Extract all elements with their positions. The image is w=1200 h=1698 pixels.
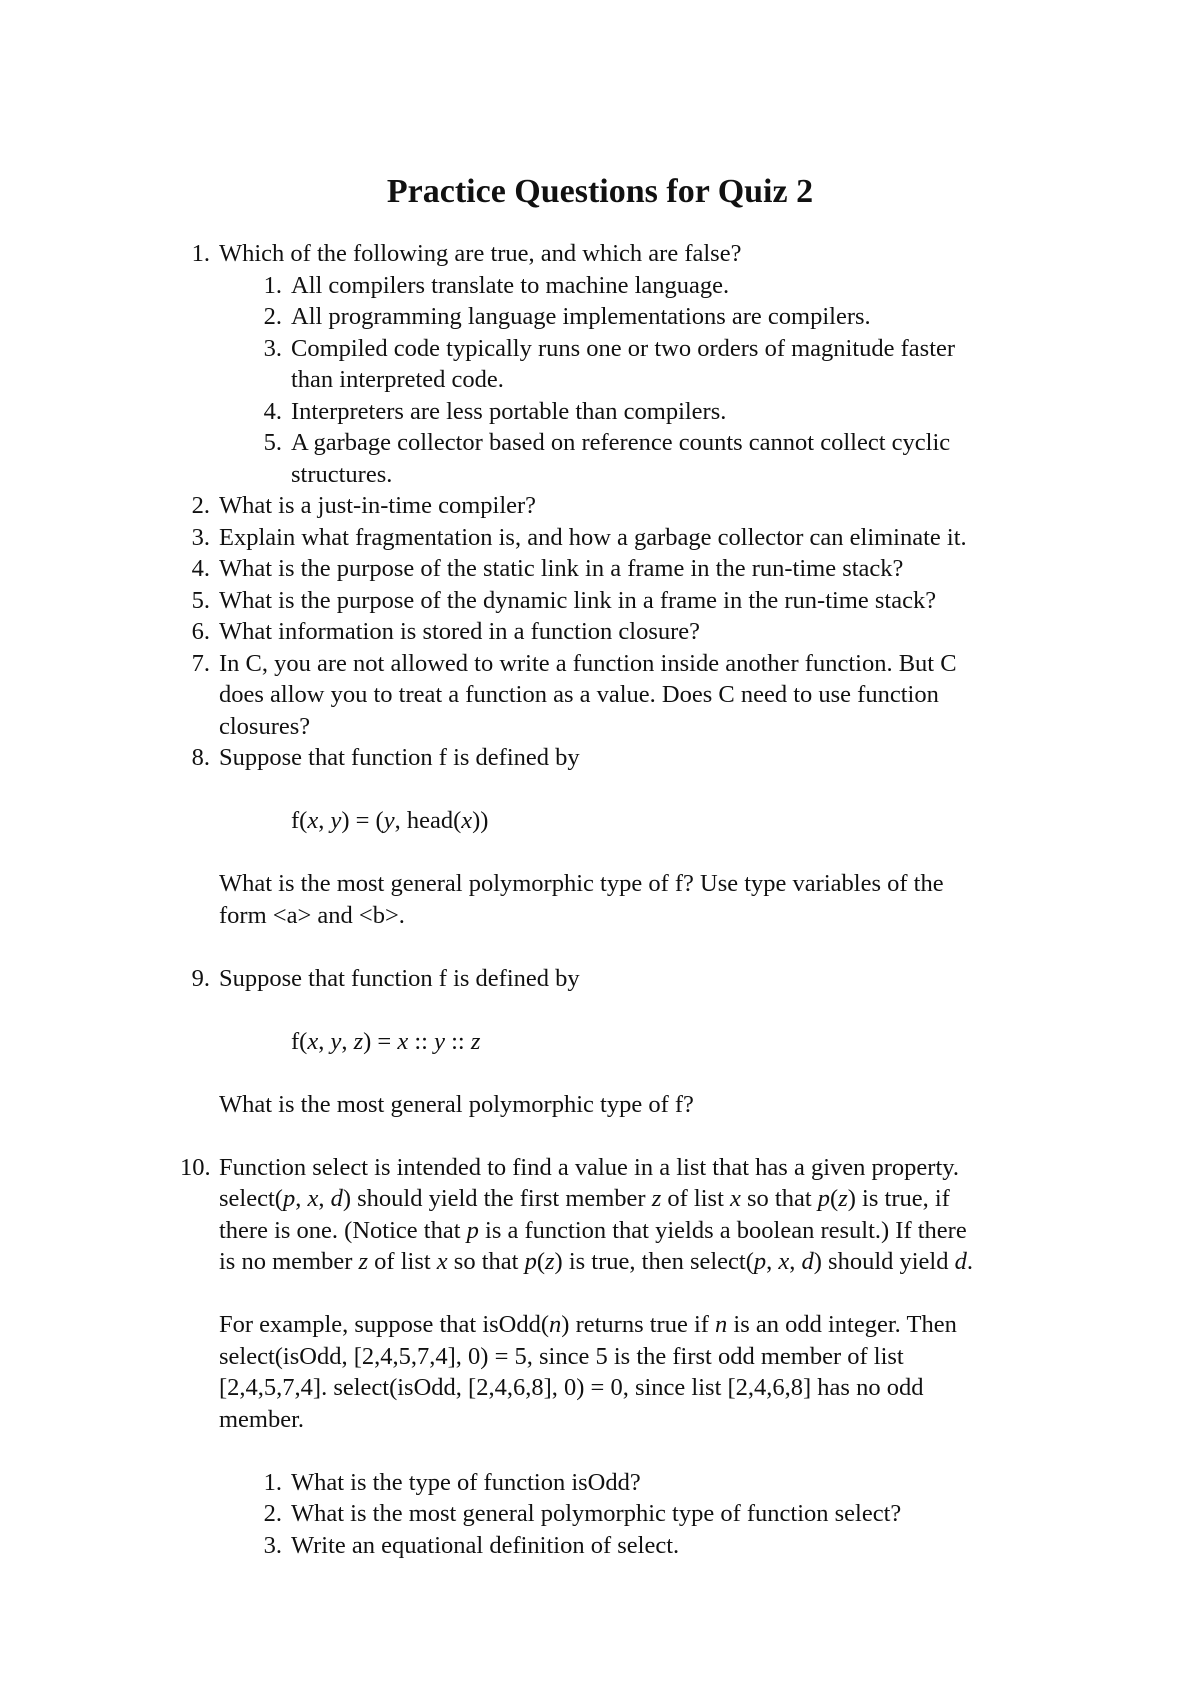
question-text: What is a just-in-time compiler? <box>219 492 537 519</box>
question-number: 6. <box>191 618 210 645</box>
subquestion-1-4 <box>180 396 1080 428</box>
question-10-example: For example, suppose that isOdd(n) returns true if n is an odd integer. Then select(isOdd, [2,4,5,7,4], 0) = 5, since 5 is the first odd member of list [2,4,5,7,4]. select(isOdd, [2,4,6,8], 0) = 0, since list [2,4,6,8] has no odd member. <box>219 1311 957 1433</box>
formula-q9: f(x, y, z) = x :: y :: z <box>291 1027 481 1055</box>
subquestion-1-2 <box>180 301 1080 333</box>
subquestion-text-line: structures. <box>291 460 393 488</box>
question-text-line: In C, you are not allowed to write a function inside another function. But C <box>219 649 957 677</box>
question-5 <box>180 585 1080 617</box>
question-text: What is the purpose of the dynamic link in a frame in the run-time stack? <box>219 586 937 614</box>
question-number: 1. <box>191 240 210 267</box>
subquestion-text-line: Compiled code typically runs one or two orders of magnitude faster <box>291 334 956 362</box>
subquestion-number: 3. <box>263 1531 282 1559</box>
subquestion-number: 3. <box>263 334 282 362</box>
subquestion-number: 1. <box>263 1468 282 1496</box>
question-3 <box>180 522 1080 554</box>
subquestion-number: 1. <box>263 271 282 299</box>
subquestion-text: Write an equational definition of select. <box>291 1531 680 1559</box>
subquestion-10-1 <box>180 1467 1080 1499</box>
subquestion-1-5 <box>180 427 1080 490</box>
question-9-prompt: What is the most general polymorphic type of f? <box>219 1090 694 1118</box>
question-1 <box>180 238 1080 270</box>
subquestion-number: 2. <box>263 303 282 330</box>
subquestion-text-line: A garbage collector based on reference counts cannot collect cyclic <box>291 429 951 456</box>
question-9 <box>180 963 1080 995</box>
question-number: 9. <box>191 964 210 992</box>
question-text: Suppose that function f is defined by <box>219 744 580 771</box>
question-list <box>180 238 1080 1561</box>
question-number: 3. <box>191 523 210 551</box>
question-text-line: Function select is intended to find a value in a list that has a given property. <box>219 1153 960 1181</box>
question-text: Which of the following are true, and which are false? <box>219 240 742 267</box>
subquestion-text-line: than interpreted code. <box>291 366 504 393</box>
page-title: Practice Questions for Quiz 2 <box>386 173 814 210</box>
question-text-line: is no member z of list x so that p(z) is true, then select(p, x, d) should yield d. <box>219 1248 973 1275</box>
subquestion-number: 4. <box>263 397 282 425</box>
subquestion-1-3 <box>180 333 1080 396</box>
subquestion-1-1 <box>180 270 1080 302</box>
question-6 <box>180 616 1080 648</box>
question-text: Suppose that function f is defined by <box>219 964 580 992</box>
question-number: 2. <box>191 492 210 519</box>
question-text-line: there is one. (Notice that p is a function that yields a boolean result.) If there <box>219 1216 967 1244</box>
question-number: 10. <box>180 1153 211 1181</box>
question-text: What information is stored in a function closure? <box>219 618 701 645</box>
subquestion-number: 2. <box>263 1500 282 1527</box>
subquestion-text: All compilers translate to machine language. <box>291 271 730 299</box>
question-text: What is the purpose of the static link in a frame in the run-time stack? <box>219 555 904 582</box>
subquestion-text: All programming language implementations are compilers. <box>291 303 871 330</box>
question-10 <box>180 1152 1080 1278</box>
subquestion-text: Interpreters are less portable than compilers. <box>291 397 727 425</box>
question-number: 5. <box>191 586 210 614</box>
question-number: 8. <box>191 744 210 771</box>
question-text-line: select(p, x, d) should yield the first member z of list x so that p(z) is true, if <box>219 1185 950 1212</box>
question-8 <box>180 742 1080 774</box>
subquestion-10-3 <box>180 1530 1080 1562</box>
question-text-line: closures? <box>219 712 311 740</box>
question-number: 4. <box>191 555 210 582</box>
question-4 <box>180 553 1080 585</box>
subquestion-10-2 <box>180 1498 1080 1530</box>
formula-q8: f(x, y) = (y, head(x)) <box>291 807 489 834</box>
question-2 <box>180 490 1080 522</box>
question-text: Explain what fragmentation is, and how a garbage collector can eliminate it. <box>219 523 967 551</box>
subquestion-text: What is the type of function isOdd? <box>291 1468 641 1496</box>
question-7 <box>180 648 1080 743</box>
subquestion-number: 5. <box>263 429 282 456</box>
subquestion-text: What is the most general polymorphic type of function select? <box>291 1500 902 1527</box>
question-text-line: does allow you to treat a function as a value. Does C need to use function <box>219 681 939 708</box>
question-number: 7. <box>191 649 210 677</box>
question-8-prompt: What is the most general polymorphic type of f? Use type variables of the form <a> and <b>. <box>219 870 944 929</box>
